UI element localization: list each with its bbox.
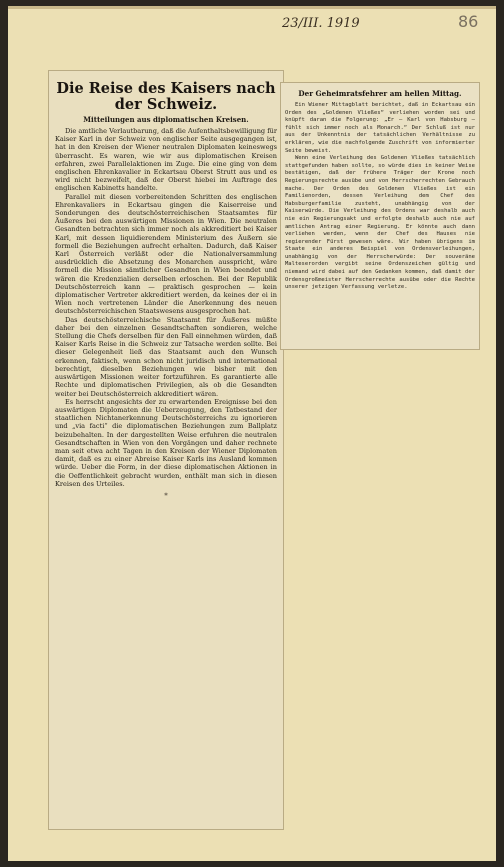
article-paragraph: Die amtliche Verlautbarung, daß die Aufenthaltsbewilligung für Kaiser Karl in der Schweiz von englischer Seite ausgegangen ist, hat in den Kreisen der Wiener neutralen Diplomaten keineswegs überrascht. Es waren, wie wir aus diplomatischen Kreisen erfahren, zwei Parallelaktionen im Zuge. Die eine ging von dem englischen Ehrenkavalier in Eckartsau Oberst Strutt aus und es wird nicht bezweifelt, daß der Oberst hiebei im Auftrage des englischen Kabinetts handelte. [55,127,277,193]
end-mark: * [164,491,168,500]
article-paragraph: Ein Wiener Mittagblatt berichtet, daß in Eckartsau ein Orden des „Goldenen Vließes“ verliehen worden sei und knüpft daran die Folgerung: „Er — Karl von Habsburg — fühlt sich immer noch als Monarch.“ Der Schluß ist nur aus der Unkenntnis der tatsächlichen Verhältnisse zu erklären, wie die nachfolgende Zuschrift von informierter Seite beweist. [285,102,475,154]
article-subheadline: Mitteilungen aus diplomatischen Kreisen. [83,115,249,124]
article-paragraph: Parallel mit diesen vorbereitenden Schritten des englischen Ehrenkavaliers in Eckartsau gingen die Kaiserreise und Sonderungen des deutschösterreichischen Staatsamtes für Äußeres bei den auswärtigen Missionen in Wien. Die neutralen Gesandten betrachten sich immer noch als akkreditiert bei Kaiser Karl, mit dessen liquidierendem Ministerium des Äußern sie formell die Beziehungen aufrecht erhalten. Dadurch, daß Kaiser Karl Österreich verläßt oder die Nationalversammlung ausdrücklich die Absetzung des Monarchen ausspricht, wäre formell die Mission sämtlicher Gesandten in Wien beendet und wären die Kredenzialien derselben erloschen. Bei der Republik Deutschösterreich kann — praktisch gesprochen — kein diplomatischer Vertreter akkreditiert werden, da keines der ei in Wien noch vertretenen Länder die Anerkennung des neuen deutschösterreichischen Staatswesens ausgesprochen hat. [55,192,277,316]
article-headline: Die Reise des Kaisers nach der Schweiz. [56,80,276,113]
handwritten-date: 23/III. 1919 [282,16,360,31]
newspaper-clipping-left [48,70,284,830]
page-edge [8,6,496,9]
article-body [285,102,475,292]
article-body [55,127,277,488]
newspaper-clipping-right [280,82,480,350]
article-paragraph: Wenn eine Verleihung des Goldenen Vließes tatsächlich stattgefunden haben sollte, so würde dies in keiner Weise bestätigen, daß der frühere Träger der Krone noch Regierungsrechte ausübe und von Herrscherrechten Gebrauch mache. Der Orden des Goldenen Vließes ist ein Familienorden, dessen Verleihung dem Chef des Habsburgerfamilie zusteht, unabhängig von der Kaiserwürde. Die Verleihung des Ordens war deshalb auch nie ein Regierungsakt und erfolgte deshalb auch nie auf amtlichen Antrag einer Regierung. Er könnte auch dann verliehen werden, wenn der Chef des Hauses nie regierender Fürst gewesen wäre. Wir haben übrigens im Staate ein anderes Beispiel von Ordensverleihungen, unabhängig von der Herrscherwürde: Der souveräne Malteserorden vergibt seine Ordenszeichen gültig und niemand wird dabei auf den Gedanken kommen, daß damit der Ordensgroßmeister Herrscherrechte ausübe oder die Rechte unserer jetzigen Verfassung verletze. [285,155,475,291]
article-paragraph: Es herrscht angesichts der zu erwartenden Ereignisse bei den auswärtigen Diplomaten die Ueberzeugung, den Tatbestand der staatlichen Nichtanerkennung Deutschösterreichs zu ignorieren und „via facti“ die diplomatischen Beziehungen zum Ballplatz beizubehalten. In der dargestellten Weise erfuhren die neutralen Gesandtschaften in Wien von den Vorgängen und daher rechnete man seit etwa acht Tagen in den Kreisen der Wiener Diplomaten damit, daß es zu einer Abreise Kaiser Karls ins Ausland kommen würde. Ueber die Form, in der diese diplomatischen Aktionen in die Oeffentlichkeit gebracht wurden, enthält man sich in diesen Kreisen des Urteiles. [55,397,277,488]
article-paragraph: Das deutschösterreichische Staatsamt für Äußeres müßte daher bei den einzelnen Gesandtschaften sondieren, welche Stellung die Chefs derselben für den Fall einnehmen würden, daß Kaiser Karls Reise in die Schweiz zur Tatsache werden sollte. Bei dieser Gelegenheit ließ das Staatsamt auch den Wunsch erkennen, faktisch, wenn schon nicht juridisch und international berechtigt, dieselben Beziehungen wie bisher mit den auswärtigen Missionen weiter fortzuführen. Es garantierte alle Rechte und diplomatischen Privilegien, als ob die Gesandten weiter bei Deutschösterreich akkreditiert wären. [55,315,277,398]
article-headline: Der Geheimratsfehrer am hellen Mittag. [298,89,462,98]
page-number: 86 [458,12,479,31]
